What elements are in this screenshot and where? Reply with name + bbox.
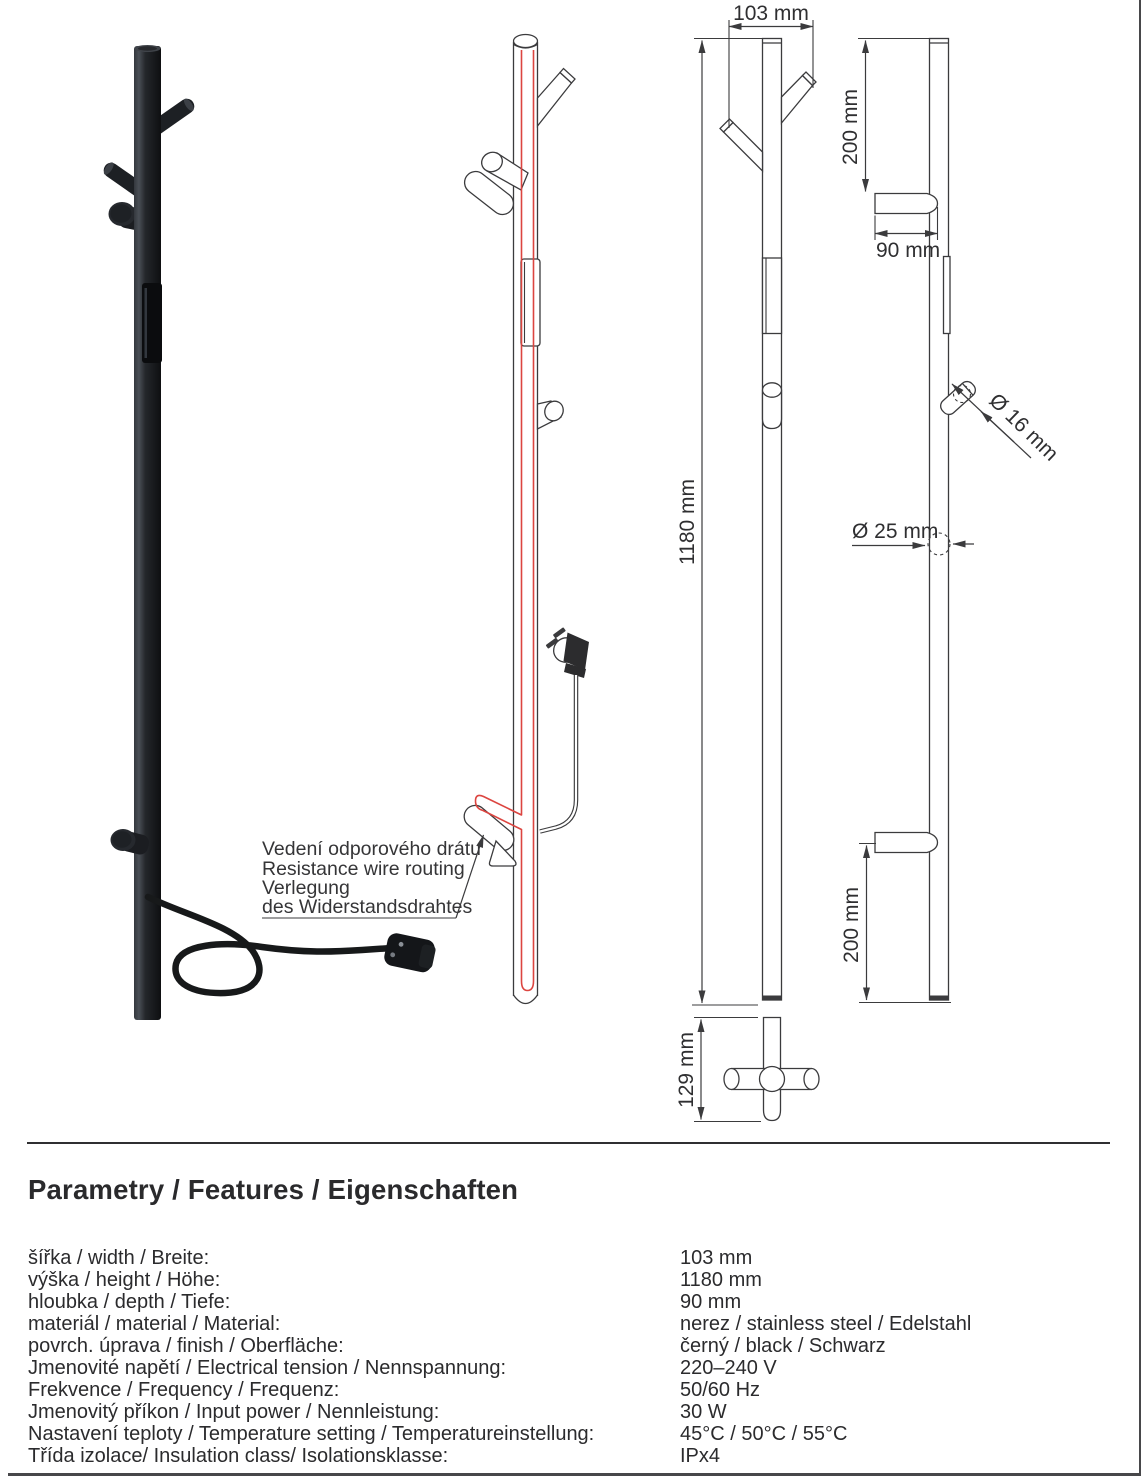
page-bottom-border — [8, 1473, 1141, 1476]
annotation-line-1: Vedení odporového drátu — [262, 838, 482, 860]
front-branch-left — [720, 119, 763, 171]
table-row — [28, 1269, 1113, 1291]
side-heater-panel — [944, 257, 951, 334]
dim-width-label: 103 mm — [733, 2, 809, 25]
param-label: povrch. úprava / finish / Oberfläche: — [28, 1335, 344, 1357]
iso-cable — [540, 675, 576, 832]
dim-top-offset — [839, 39, 930, 192]
table-row — [28, 1357, 1113, 1379]
table-row — [28, 1247, 1113, 1269]
table-row — [28, 1291, 1113, 1313]
front-pole — [763, 39, 782, 1001]
table-row — [28, 1313, 1113, 1335]
param-label: materiál / material / Material: — [28, 1313, 281, 1335]
dim-bottom-offset-label: 200 mm — [840, 887, 863, 963]
front-heater-panel — [763, 258, 782, 334]
parameters-title: Parametry / Features / Eigenschaften — [28, 1174, 519, 1205]
param-label: Jmenovitý příkon / Input power / Nennleistung: — [28, 1401, 440, 1423]
param-value: 103 mm — [680, 1247, 753, 1269]
dim-depth-label: 90 mm — [876, 239, 941, 262]
param-value: nerez / stainless steel / Edelstahl — [680, 1313, 972, 1335]
section-separator — [27, 1142, 1110, 1144]
param-value: 30 W — [680, 1401, 727, 1423]
annotation-line-2: Resistance wire routing — [262, 858, 465, 880]
dim-top-offset-label: 200 mm — [839, 89, 862, 165]
page-right-border — [1139, 0, 1141, 1475]
front-base — [724, 1018, 819, 1121]
wire-routing-view — [262, 35, 589, 1004]
wire-annotation — [262, 835, 484, 918]
table-row — [28, 1445, 1113, 1467]
iso-plug — [546, 627, 589, 678]
dim-height-label: 1180 mm — [676, 479, 699, 565]
param-value: 90 mm — [680, 1291, 742, 1313]
side-branch-top — [875, 194, 938, 214]
dim-tube-diameter-label: Ø 25 mm — [852, 520, 939, 543]
annotation-line-4: des Widerstandsdrahtes — [262, 896, 473, 918]
dim-hook-diameter-label: Ø 16 mm — [984, 389, 1063, 466]
front-hook — [763, 383, 782, 429]
param-label: Jmenovité napětí / Electrical tension / Nennspannung: — [28, 1357, 507, 1379]
param-value: IPx4 — [680, 1445, 721, 1467]
table-row — [28, 1423, 1113, 1445]
param-label: hloubka / depth / Tiefe: — [28, 1291, 231, 1313]
param-value: 220–240 V — [680, 1357, 777, 1379]
front-branch-right — [782, 72, 817, 123]
iso-branch-upper-right — [538, 69, 576, 127]
iso-branch-lower-right — [538, 398, 567, 429]
side-branch-bottom — [875, 833, 938, 853]
iso-heater-panel — [521, 259, 540, 346]
param-value: 50/60 Hz — [680, 1379, 761, 1401]
param-label: šířka / width / Breite: — [28, 1247, 210, 1269]
param-label: Frekvence / Frequency / Frequenz: — [28, 1379, 340, 1401]
front-view — [675, 2, 819, 1122]
photo-heater-panel — [142, 283, 162, 363]
param-label: výška / height / Höhe: — [28, 1269, 221, 1291]
param-value: černý / black / Schwarz — [680, 1335, 886, 1357]
parameters-table — [28, 1247, 1113, 1467]
dim-tube-diameter — [852, 520, 974, 555]
param-value: 1180 mm — [680, 1269, 762, 1291]
table-row — [28, 1401, 1113, 1423]
side-view — [839, 39, 1063, 1003]
annotation-line-3: Verlegung — [262, 877, 350, 899]
param-label: Nastavení teploty / Temperature setting / Temperatureinstellung: — [28, 1423, 595, 1445]
photo-plug — [383, 932, 438, 974]
table-row — [28, 1335, 1113, 1357]
dim-base-height-label: 129 mm — [675, 1032, 698, 1108]
table-row — [28, 1379, 1113, 1401]
param-value: 45°C / 50°C / 55°C — [680, 1423, 848, 1445]
param-label: Třída izolace/ Insulation class/ Isolationsklasse: — [28, 1445, 449, 1467]
photo-pole — [134, 46, 161, 1020]
photo-pole-top-inner — [138, 46, 157, 50]
